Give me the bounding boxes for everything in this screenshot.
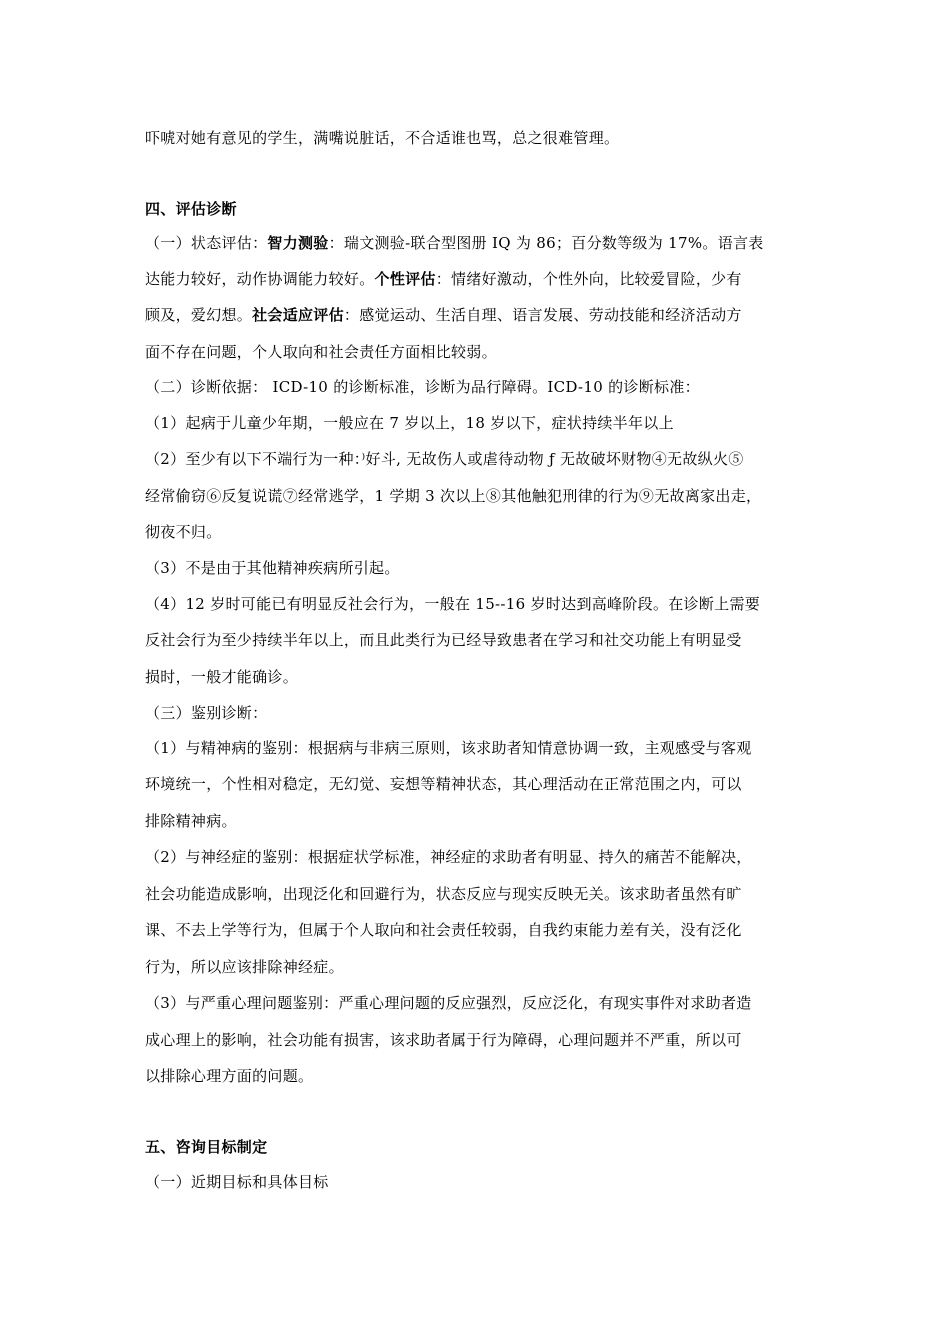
bold-label: 社会适应评估 <box>252 306 344 324</box>
paragraph-line <box>145 305 742 325</box>
text: 达能力较好，动作协调能力较好。 <box>145 270 375 288</box>
paragraph-line: （三）鉴别诊断： <box>145 704 268 722</box>
list-item: 反社会行为至少持续半年以上，而且此类行为已经导致患者在学习和社交功能上有明显受 <box>145 631 742 649</box>
list-item: （4）12 岁时可能已有明显反社会行为，一般在 15--16 岁时达到高峰阶段。在诊断上需要 <box>145 595 761 613</box>
list-item: 排除精神病。 <box>145 812 237 830</box>
section-heading: 四、评估诊断 <box>145 200 237 218</box>
list-item: （1）起病于儿童少年期，一般应在 7 岁以上，18 岁以下，症状持续半年以上 <box>145 414 674 432</box>
list-item: （3）不是由于其他精神疾病所引起。 <box>145 559 400 577</box>
section-heading: 五、咨询目标制定 <box>145 1138 268 1156</box>
text: ：感觉运动、生活自理、语言发展、劳动技能和经济活动方 <box>343 306 742 324</box>
list-item: 行为，所以应该排除神经症。 <box>145 958 344 976</box>
list-item: 损时，一般才能确诊。 <box>145 668 299 686</box>
text: （一）状态评估： <box>145 234 268 252</box>
list-item: 课、不去上学等行为，但属于个人取向和社会责任较弱，自我约束能力差有关，没有泛化 <box>145 921 742 939</box>
bold-label: 个性评估 <box>374 270 436 288</box>
paragraph-line <box>145 269 742 289</box>
list-item: 成心理上的影响，社会功能有损害，该求助者属于行为障碍，心理问题并不严重，所以可 <box>145 1031 742 1049</box>
paragraph-line <box>145 233 764 253</box>
bold-label: 智力测验 <box>267 234 329 252</box>
paragraph-line: 面不存在问题，个人取向和社会责任方面相比较弱。 <box>145 343 497 361</box>
paragraph-line: （二）诊断依据： ICD-10 的诊断标准，诊断为品行障碍。ICD-10 的诊断标准： <box>145 378 700 396</box>
paragraph-line: （一）近期目标和具体目标 <box>145 1173 329 1191</box>
list-item: （2）与神经症的鉴别：根据症状学标准，神经症的求助者有明显、持久的痛苦不能解决， <box>145 848 752 866</box>
list-item: （2）至少有以下不端行为一种：⁾好斗, 无故伤人或虐待动物 ƒ 无故破坏财物④无故纵火⑤ <box>145 450 744 468</box>
text: 顾及，爱幻想。 <box>145 306 253 324</box>
list-item: （1）与精神病的鉴别：根据病与非病三原则，该求助者知情意协调一致，主观感受与客观 <box>145 739 752 757</box>
text: ：瑞文测验-联合型图册 IQ 为 86；百分数等级为 17%。语言表 <box>328 234 764 252</box>
text: ：情绪好激动，个性外向，比较爱冒险，少有 <box>435 270 742 288</box>
list-item: 彻夜不归。 <box>145 523 222 541</box>
list-item: （3）与严重心理问题鉴别：严重心理问题的反应强烈，反应泛化，有现实事件对求助者造 <box>145 994 752 1012</box>
list-item: 以排除心理方面的问题。 <box>145 1067 314 1085</box>
list-item: 环境统一，个性相对稳定，无幻觉、妄想等精神状态，其心理活动在正常范围之内，可以 <box>145 775 742 793</box>
list-item: 经常偷窃⑥反复说谎⑦经常逃学，1 学期 3 次以上⑧其他触犯刑律的行为⑨无故离家出走， <box>145 487 762 505</box>
paragraph-line: 吓唬对她有意见的学生，满嘴说脏话，不合适谁也骂，总之很难管理。 <box>145 129 620 147</box>
list-item: 社会功能造成影响，出现泛化和回避行为，状态反应与现实反映无关。该求助者虽然有旷 <box>145 885 742 903</box>
